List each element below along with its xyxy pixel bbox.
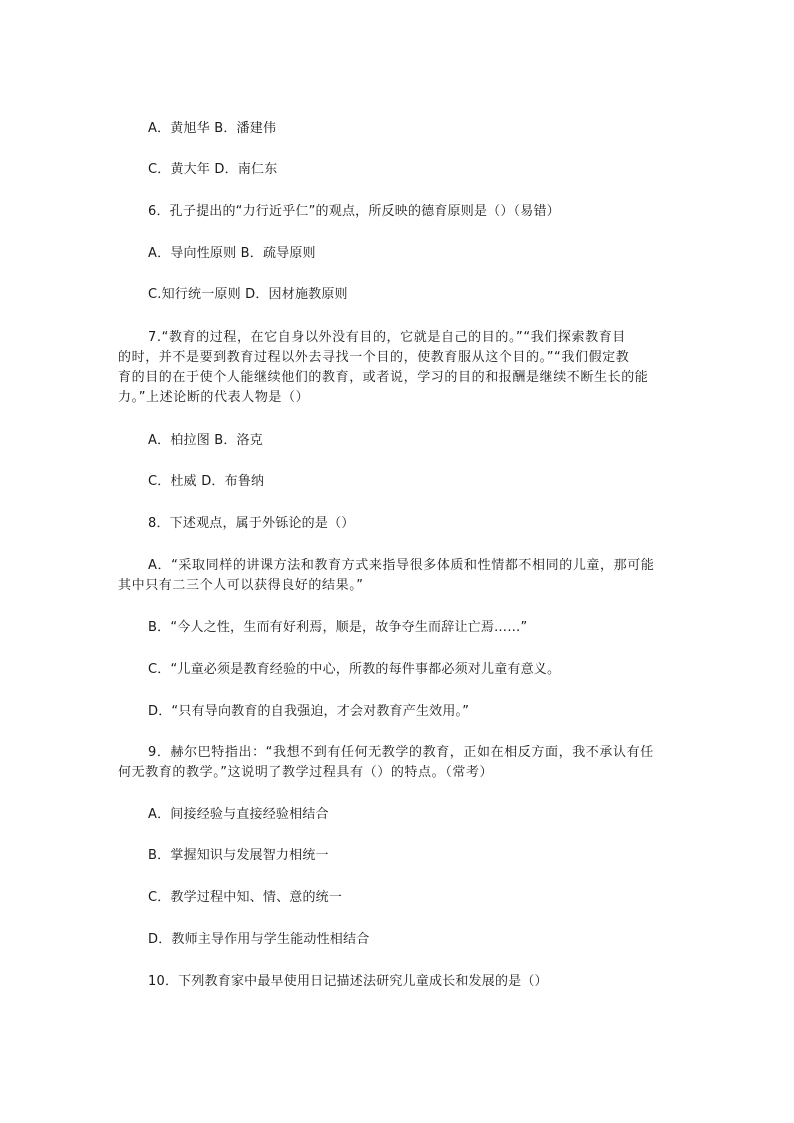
q5-options-cd: C．黄大年 D．南仁东 [148,162,278,177]
q6-options-cd: C.知行统一原则 D．因材施教原则 [148,287,348,302]
q10-question: 10．下列教育家中最早使用日记描述法研究儿童成长和发展的是（） [148,974,548,989]
q8-option-c: C．“儿童必须是教育经验的中心，所教的每件事都必须对儿童有意义。 [148,662,561,677]
q8-option-a [118,556,678,596]
q7-line-3: 育的目的在于使个人能继续他们的教育，或者说，学习的目的和报酬是继续不断生长的能 [118,370,649,385]
q7-line-2: 的时，并不是要到教育过程以外去寻找一个目的，使教育服从这个目的。”“我们假定教 [118,350,630,365]
q8-question: 8．下述观点，属于外铄论的是（） [148,516,355,531]
q9-option-c: C．教学过程中知、情、意的统一 [148,890,343,905]
q8-option-a-line-2: 其中只有二三个人可以获得良好的结果。” [118,578,364,593]
q7-options-ab: A．柏拉图 B．洛克 [148,433,263,448]
q8-option-b: B．“今人之性，生而有好利焉，顺是，故争夺生而辞让亡焉……” [148,620,528,635]
q7-question [118,328,678,408]
q8-option-a-line-1: A．“采取同样的讲课方法和教育方式来指导很多体质和性情都不相同的儿童，那可能 [148,558,655,573]
q9-option-d: D．教师主导作用与学生能动性相结合 [148,932,370,947]
q7-line-1: 7.“教育的过程，在它自身以外没有目的，它就是自己的目的。”“我们探索教育目 [148,330,626,345]
q6-options-ab: A．导向性原则 B．疏导原则 [148,246,316,261]
q7-options-cd: C．杜威 D．布鲁纳 [148,474,265,489]
q9-line-1: 9．赫尔巴特指出：“我想不到有任何无教学的教育，正如在相反方面，我不承认有任 [148,745,654,760]
q7-line-4: 力。”上述论断的代表人物是（） [118,390,310,405]
q9-option-b: B．掌握知识与发展智力相统一 [148,848,329,863]
q9-question [118,743,678,783]
q8-option-d: D．“只有导向教育的自我强迫，才会对教育产生效用。” [148,704,470,719]
q5-options-ab: A．黄旭华 B．潘建伟 [148,121,277,136]
q9-line-2: 何无教育的教学。”这说明了教学过程具有（）的特点。（常考） [118,765,494,780]
q6-question: 6．孔子提出的“力行近乎仁”的观点，所反映的德育原则是（）（易错） [148,204,560,219]
q9-option-a: A．间接经验与直接经验相结合 [148,807,329,822]
